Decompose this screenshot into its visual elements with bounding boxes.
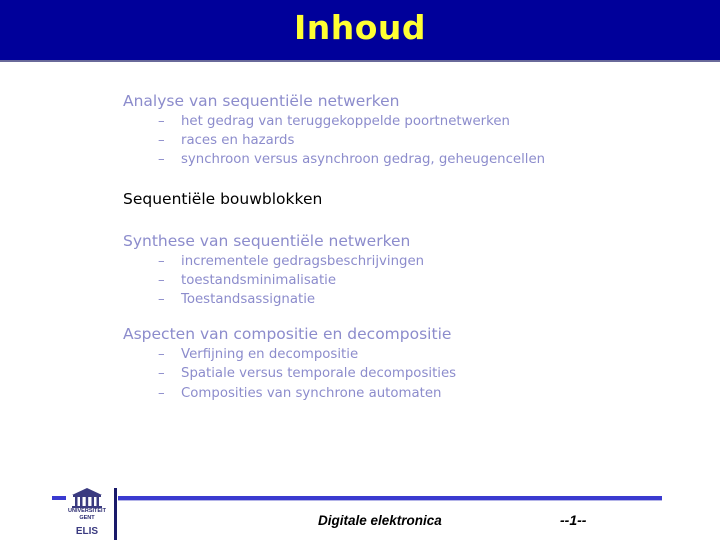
sub-item [123, 252, 703, 271]
section-heading: Analyse van sequentiële netwerken [123, 92, 400, 110]
sub-item [123, 384, 703, 403]
dash-bullet: – [158, 253, 165, 269]
outline-section-synthese [123, 230, 703, 310]
sub-item-label: incrementele gedragsbeschrijvingen [181, 253, 425, 269]
section-heading: Aspecten van compositie en decompositie [123, 325, 452, 344]
section-heading: Synthese van sequentiële netwerken [123, 231, 411, 250]
dash-bullet: – [158, 133, 165, 149]
slide-title: Inhoud [293, 8, 427, 47]
footer-rule [118, 496, 662, 501]
outline-section-bouwblokken [123, 188, 703, 210]
outline-section-aspecten [123, 323, 703, 403]
sub-item [123, 112, 703, 131]
university-logo [64, 487, 110, 540]
sub-item-label: toestandsminimalisatie [181, 272, 337, 288]
sub-list [123, 112, 703, 170]
dash-bullet: – [158, 347, 165, 363]
logo-text-elis: ELIS [75, 526, 99, 537]
sub-item [123, 345, 703, 364]
dash-bullet: – [158, 366, 165, 382]
course-name: Digitale elektronica [318, 513, 442, 528]
sub-item-label: Toestandsassignatie [181, 292, 316, 308]
sub-item [123, 364, 703, 383]
section-heading-current: Sequentiële bouwblokken [123, 189, 323, 208]
dash-bullet: – [158, 292, 165, 308]
sub-item-label: Composities van synchrone automaten [181, 385, 442, 401]
dash-bullet: – [158, 272, 165, 288]
sub-item-label: Verfijning en decompositie [181, 347, 359, 363]
building-icon [64, 487, 110, 509]
logo-text-universiteit: UNIVERSITEIT [68, 508, 106, 514]
sub-item [123, 131, 703, 150]
dash-bullet: – [158, 385, 165, 401]
page-number: --1-- [560, 512, 587, 528]
sub-item-label: synchroon versus asynchroon gedrag, geheugencellen [181, 152, 546, 168]
sub-list [123, 252, 703, 310]
sub-item-label: het gedrag van teruggekoppelde poortnetwerken [181, 114, 510, 129]
title-bar [0, 0, 720, 62]
dash-bullet: – [158, 114, 165, 129]
logo-text-gent: GENT [79, 515, 95, 521]
footer-divider [114, 488, 117, 540]
sub-item [123, 271, 703, 290]
outline-section-analyse [123, 90, 703, 170]
sub-item [123, 150, 703, 169]
dash-bullet: – [158, 152, 165, 168]
outline [123, 90, 703, 417]
sub-list [123, 345, 703, 403]
sub-item [123, 290, 703, 309]
sub-item-label: Spatiale versus temporale decomposities [181, 366, 457, 382]
sub-item-label: races en hazards [181, 133, 295, 149]
